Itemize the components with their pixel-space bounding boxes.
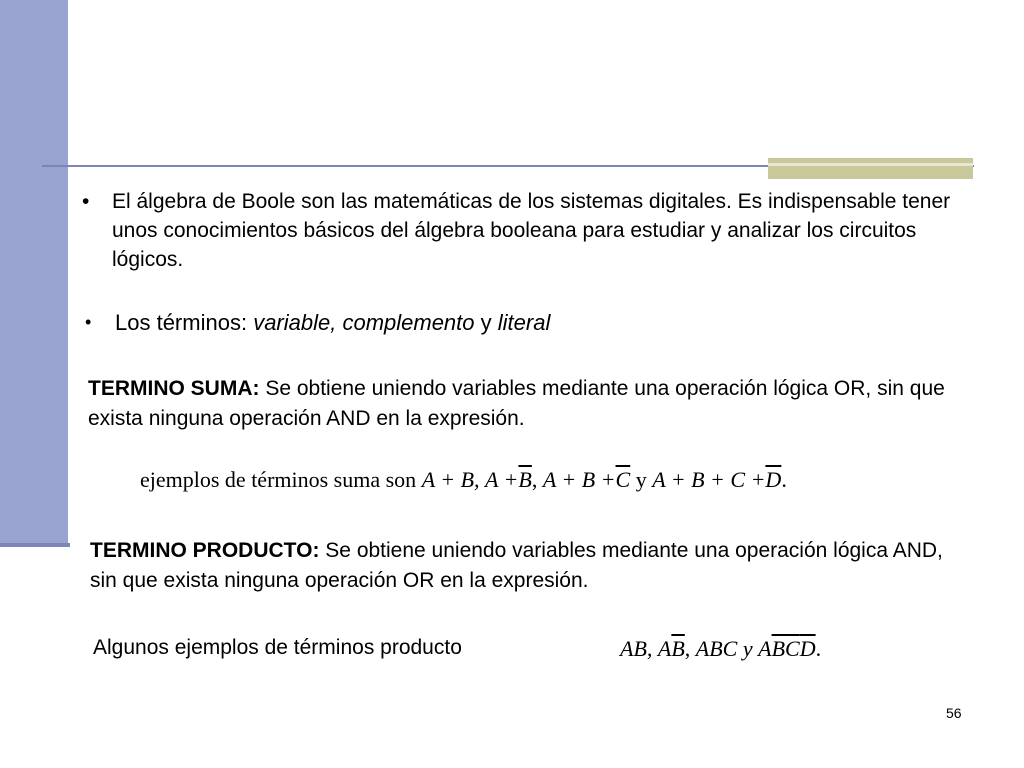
producto-examples-lead: Algunos ejemplos de términos producto xyxy=(93,636,462,659)
prod-ex4e: . xyxy=(815,636,822,661)
prod-ex2b: $\overline{B}$ xyxy=(671,636,685,661)
prod-ex4d: $\overline{D}$ xyxy=(799,636,816,661)
suma-conj: y xyxy=(635,467,647,492)
termino-producto-text: Se obtiene uniendo variables mediante una operación lógica AND, sin que exista ninguna operación OR en la expresión. xyxy=(90,539,943,592)
producto-examples-formula xyxy=(620,636,821,662)
side-accent-shadow xyxy=(0,543,70,547)
bullet-terms xyxy=(85,308,815,337)
term-variable-complemento: variable, complemento xyxy=(253,310,475,335)
prod-ex2a: A xyxy=(657,636,672,661)
suma-ex2b: $\overline{B}$ xyxy=(518,467,532,492)
termino-producto-label: TERMINO PRODUCTO: xyxy=(90,539,320,562)
termino-suma-text: Se obtiene uniendo variables mediante una operación lógica OR, sin que exista ninguna operación AND en la expresión. xyxy=(88,377,945,430)
suma-ex2c: , xyxy=(531,467,538,492)
termino-producto-paragraph xyxy=(90,536,970,596)
suma-ex3a: A + B + xyxy=(542,467,616,492)
suma-examples-lead: ejemplos de términos suma son xyxy=(140,467,417,492)
termino-suma-label: TERMINO SUMA: xyxy=(88,377,260,400)
suma-ex2a: A + xyxy=(485,467,519,492)
prod-ex2c: , xyxy=(684,636,691,661)
bullet-text: El álgebra de Boole son las matemáticas de los sistemas digitales. Es indispensable tener unos conocimientos básicos del álgebra booleana para estudiar y analizar los circuitos lógicos. xyxy=(112,190,951,271)
bullet-dot: • xyxy=(82,190,90,213)
prod-ex4b: $\overline{B}$ xyxy=(771,636,786,661)
page-number: 56 xyxy=(946,705,962,721)
terms-lead: Los términos: xyxy=(115,310,248,335)
terms-conjunction: y xyxy=(480,310,492,335)
bullet-boole-intro xyxy=(82,187,982,274)
prod-ex4c: $\overline{C}$ xyxy=(785,636,800,661)
prod-ex1: AB, xyxy=(620,636,653,661)
corner-accent-line xyxy=(768,163,973,166)
suma-ex4a: A + B + C + xyxy=(652,467,766,492)
suma-examples-formula xyxy=(140,467,787,493)
suma-ex1: A + B, xyxy=(421,467,480,492)
term-literal: literal xyxy=(497,310,551,335)
corner-accent-block xyxy=(768,158,973,179)
prod-ex4a: A xyxy=(758,636,772,661)
prod-conj: y xyxy=(742,636,753,661)
bullet-dot: • xyxy=(85,312,92,332)
suma-ex4b: $\overline{D}$ xyxy=(765,467,782,492)
prod-ex3: ABC xyxy=(695,636,738,661)
termino-suma-paragraph xyxy=(88,374,948,434)
suma-ex4c: . xyxy=(781,467,787,492)
suma-ex3b: $\overline{C}$ xyxy=(615,467,631,492)
side-accent-bar xyxy=(0,0,68,545)
